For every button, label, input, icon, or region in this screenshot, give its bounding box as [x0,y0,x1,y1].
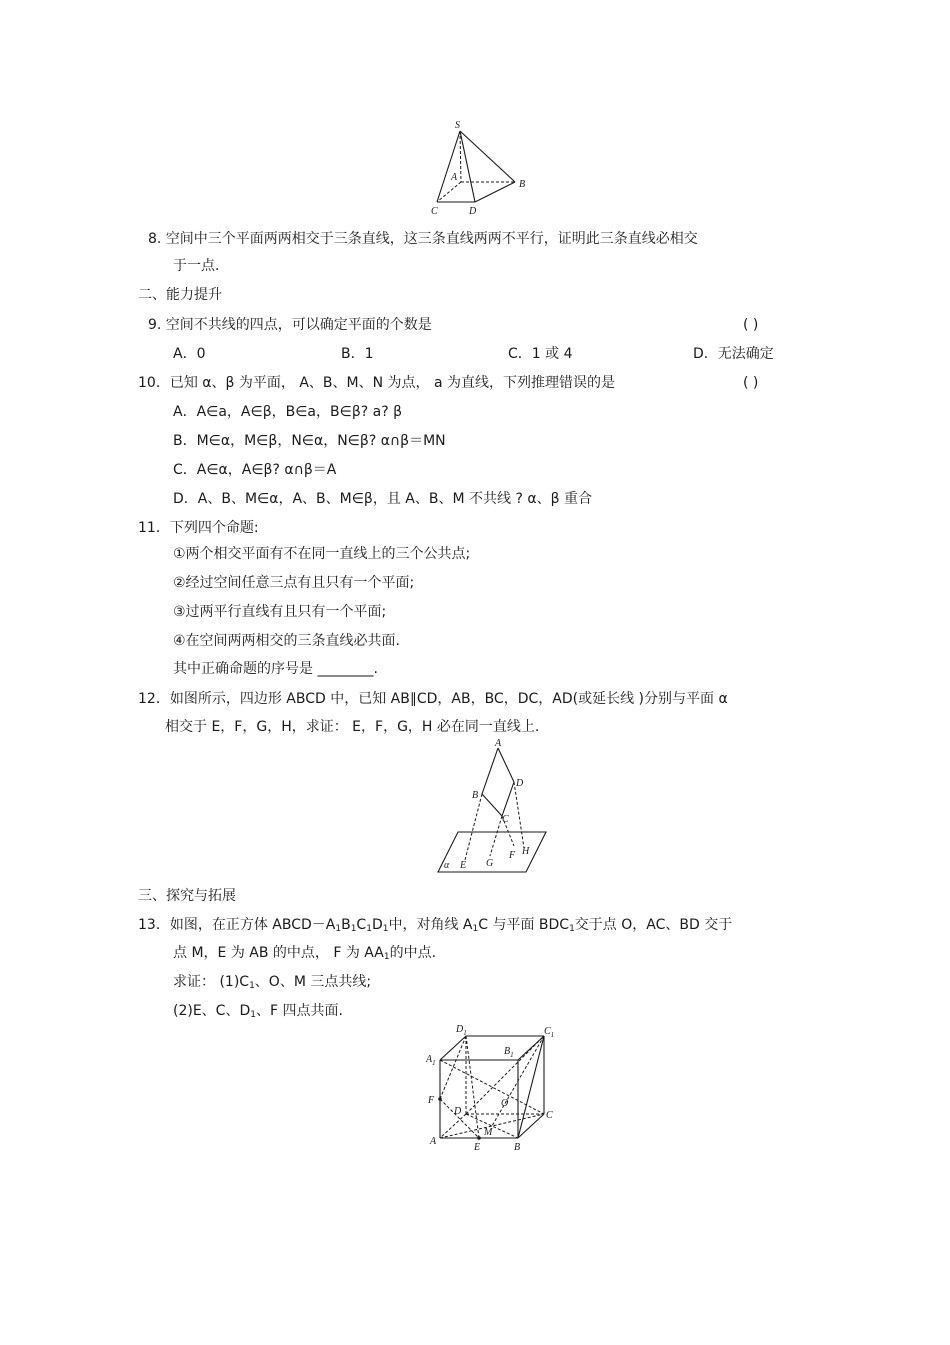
label-S: S [455,120,460,131]
label-A1: $A_1$ [426,1054,436,1067]
subscript: 1 [366,924,372,934]
subscript: 1 [249,981,255,991]
label-B: B [514,1142,521,1153]
subscript: 1 [350,924,357,934]
q13-text: 点 M，E 为 AB 的中点， F 为 AA [173,945,384,961]
label-B1: $B_1$ [504,1046,514,1059]
q9-option-c: C．1 或 4 [508,346,573,362]
section-heading-3: 三、探究与拓展 [138,888,236,904]
q12-line1: 12．如图所示，四边形 ABCD 中，已知 AB∥CD，AB，BC，DC，AD(或延长线 )分别与平面 α [138,691,728,707]
q10-answer-paren: ( ) [743,375,759,391]
q13-text: 中，对角线 A [388,917,473,933]
label-alpha: α [444,860,450,871]
section-heading-2: 二、能力提升 [138,287,222,303]
label-F: F [509,850,516,861]
label-C: C [502,814,509,825]
label-D: D [516,778,524,789]
subscript: 1 [382,924,389,934]
label-F: F [428,1095,435,1106]
q9-stem: 9. 空间不共线的四点，可以确定平面的个数是 [148,317,432,333]
q13-text: B [341,917,351,933]
q11-statement-4: ④在空间两两相交的三条直线必共面. [173,633,401,649]
label-O: O [501,1098,509,1109]
label-E: E [474,1142,481,1153]
q13-line2 [173,944,436,966]
subscript: 1 [569,924,575,934]
q13-text: C 与平面 BDC [478,917,570,933]
q13-line1 [138,916,732,938]
q13-text: 的中点. [389,945,437,961]
q13-text: D [371,917,383,933]
q13-part2 [173,1002,343,1024]
q10-stem: 10．已知 α、β 为平面， A、B、M、N 为点， a 为直线，下列推理错误的是 [138,375,615,391]
q13-text: 13．如图，在正方体 ABCD－A [138,917,336,933]
q11-statement-3: ③过两平行直线有且只有一个平面; [173,604,387,620]
q10-option-c: C．A∈α，A∈β? α∩β＝A [173,462,337,478]
q10-option-b: B．M∈α，M∈β，N∈α，N∈β? α∩β＝MN [173,433,446,449]
label-E: E [460,860,467,871]
subscript: 1 [335,924,342,934]
label-D: D [454,1106,462,1117]
q13-part1 [173,973,371,995]
q10-option-a: A．A∈a，A∈β，B∈a，B∈β? a? β [173,404,403,420]
q9-option-b: B．1 [341,346,374,362]
q13-text: 交于点 O，AC、BD 交于 [574,917,733,933]
label-D1: $D_1$ [456,1024,467,1037]
pyramid-figure [422,116,534,220]
q11-statement-1: ①两个相交平面有不在同一直线上的三个公共点; [173,546,471,562]
subscript: 1 [250,1010,256,1020]
label-H: H [522,846,530,857]
label-A: A [495,738,502,749]
plane-figure [432,736,552,876]
q9-option-d: D．无法确定 [693,346,774,362]
label-C: C [546,1110,553,1121]
label-G: G [486,858,494,869]
q9-answer-paren: ( ) [743,317,759,333]
label-D: D [469,206,477,217]
label-C: C [431,206,438,217]
q10-option-d: D．A、B、M∈α，A、B、M∈β，且 A、B、M 不共线 ? α、β 重合 [173,491,592,507]
q13-text: 、O、M 三点共线; [254,974,372,990]
q11-answer-blank: 其中正确命题的序号是 ________. [173,661,378,677]
label-B: B [519,179,526,190]
q13-text: C [356,917,367,933]
q13-text: 、F 四点共面. [255,1003,343,1019]
q9-option-a: A．0 [173,346,206,362]
q11-statement-2: ②经过空间任意三点有且只有一个平面; [173,575,415,591]
label-A: A [430,1136,437,1147]
q13-text: 求证： (1)C [173,974,250,990]
q12-line2: 相交于 E，F，G，H，求证： E，F，G，H 必在同一直线上. [165,719,540,735]
label-B: B [472,790,479,801]
label-C1: $C_1$ [544,1026,555,1039]
q8-line2: 于一点. [173,258,220,274]
cube-figure [422,1020,562,1158]
label-A: A [451,172,458,183]
q13-text: (2)E、C、D [173,1003,251,1019]
label-M: M [484,1127,493,1138]
subscript: 1 [472,924,479,934]
subscript: 1 [383,952,390,962]
q8-line1: 8. 空间中三个平面两两相交于三条直线，这三条直线两两不平行，证明此三条直线必相交 [148,231,698,247]
q11-stem: 11．下列四个命题: [138,520,259,536]
